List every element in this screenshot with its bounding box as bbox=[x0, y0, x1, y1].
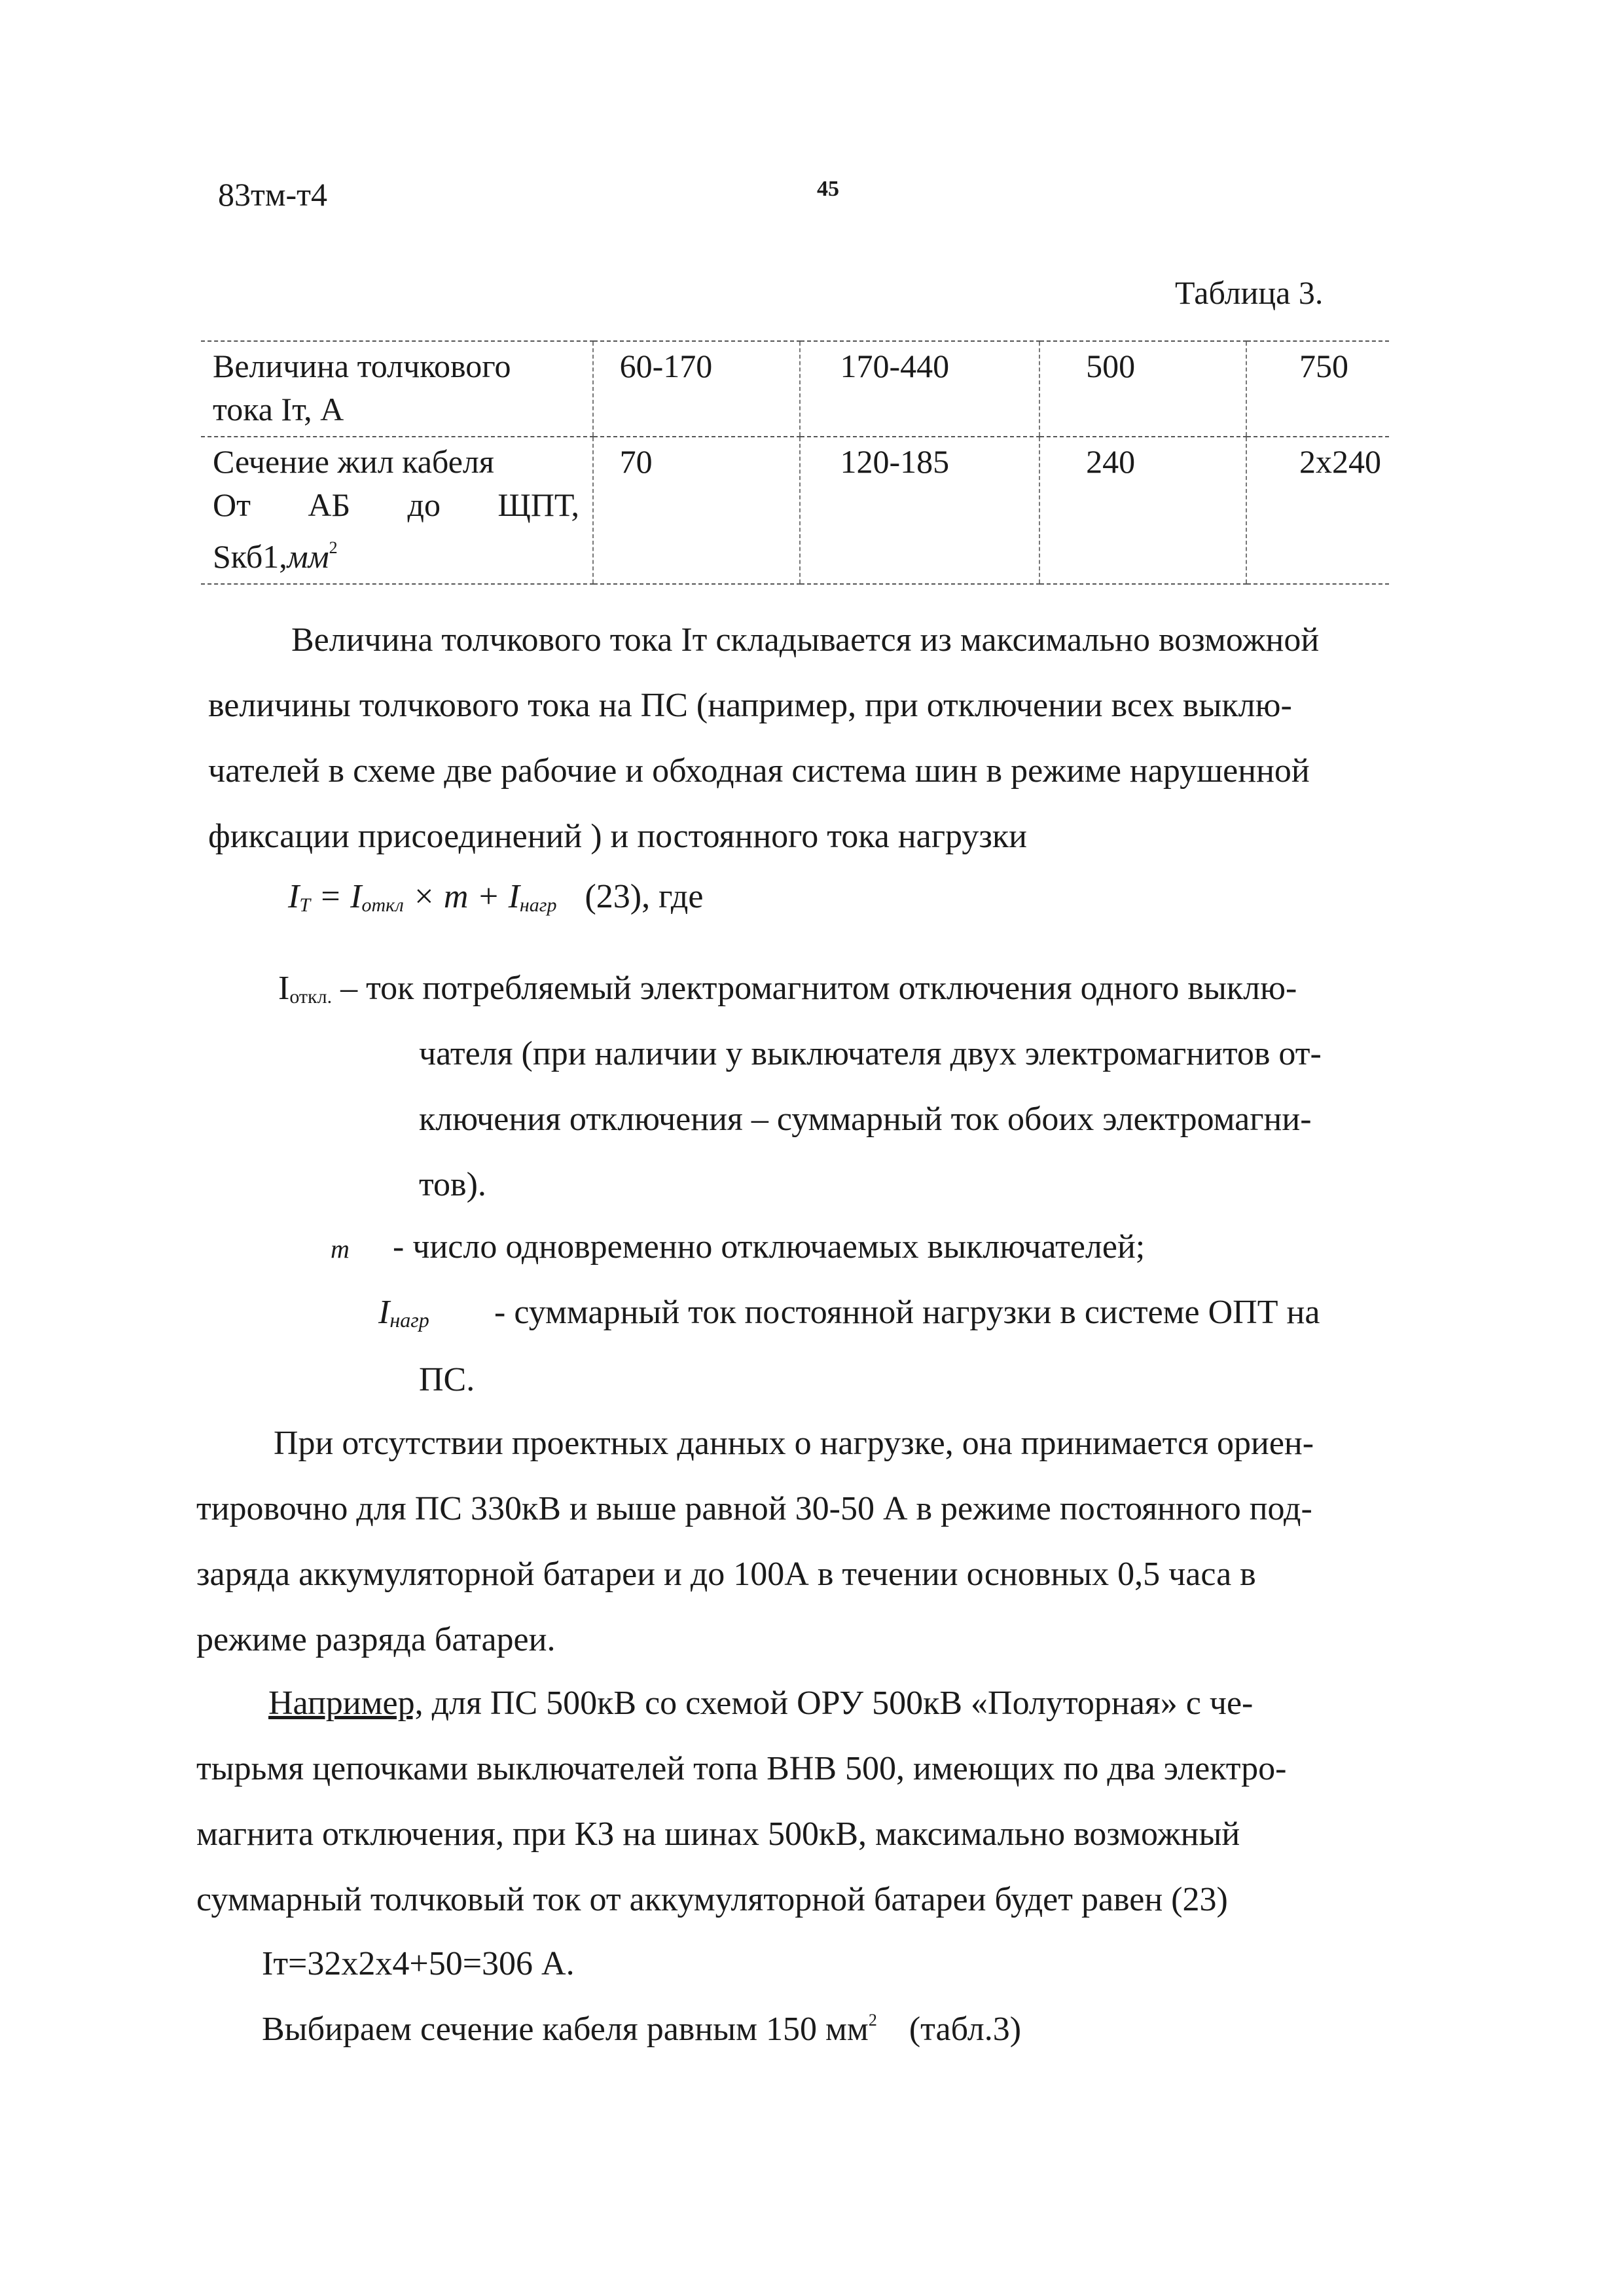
paragraph-line: тировочно для ПС 330кВ и выше равной 30-50 А в режиме постоянного под- bbox=[196, 1490, 1312, 1527]
label-unit-sup: 2 bbox=[329, 538, 338, 557]
choice-text: Выбираем сечение кабеля равным 150 мм bbox=[262, 2011, 869, 2048]
paragraph-line: чателей в схеме две рабочие и обходная система шин в режиме нарушенной bbox=[208, 752, 1310, 790]
example-text: для ПС 500кВ со схемой ОРУ 500кВ «Полуторная» с че- bbox=[423, 1685, 1254, 1722]
table-cell: 60-170 bbox=[593, 341, 801, 437]
paragraph-line: При отсутствии проектных данных о нагрузке, она принимается ориен- bbox=[274, 1425, 1314, 1462]
formula-23 bbox=[288, 877, 703, 917]
paragraph-line: режиме разряда батареи. bbox=[196, 1621, 556, 1658]
definition-line: ключения отключения – суммарный ток обоих электромагни- bbox=[419, 1101, 1312, 1138]
label-word: ЩПТ, bbox=[497, 486, 579, 523]
table-caption: Таблица 3. bbox=[1175, 274, 1324, 311]
row-label-line: Сечение жил кабеля bbox=[213, 443, 494, 480]
label-symbol: Sкб1, bbox=[213, 538, 287, 575]
choice-line bbox=[262, 2010, 1021, 2049]
definition-symbol-i-nagr bbox=[378, 1293, 429, 1332]
row-label-line: Величина толчкового bbox=[213, 348, 511, 384]
definition-line: тов). bbox=[419, 1166, 486, 1203]
row-label-line-justified bbox=[213, 483, 579, 526]
definition-line: - суммарный ток постоянной нагрузки в системе ОПТ на bbox=[494, 1294, 1320, 1331]
formula-reference: (23), где bbox=[585, 878, 704, 915]
definition-line bbox=[278, 969, 1297, 1008]
table-cell: 2x240 bbox=[1246, 437, 1389, 584]
paragraph-line bbox=[268, 1684, 1253, 1722]
table-row bbox=[201, 341, 1389, 437]
formula-subscript: откл bbox=[361, 894, 404, 916]
definition-line: - число одновременно отключаемых выключателей; bbox=[393, 1228, 1146, 1266]
choice-unit-sup: 2 bbox=[868, 2011, 877, 2030]
formula-subscript: нагр bbox=[519, 894, 557, 916]
table-3 bbox=[201, 340, 1389, 585]
paragraph-line: суммарный толчковый ток от аккумуляторной батареи будет равен (23) bbox=[196, 1881, 1228, 1918]
formula-operator: = bbox=[310, 878, 351, 915]
calculation-line: Iт=32x2x4+50=306 А. bbox=[262, 1945, 575, 1982]
label-unit: мм bbox=[287, 538, 329, 575]
table-cell: 120-185 bbox=[800, 437, 1039, 584]
definition-symbol-m bbox=[331, 1228, 350, 1266]
definition-subscript: откл. bbox=[289, 986, 333, 1008]
paragraph-line: фиксации присоединений ) и постоянного тока нагрузки bbox=[208, 818, 1027, 855]
paragraph-line: величины толчкового тока на ПС (например, при отключении всех выклю- bbox=[208, 687, 1292, 724]
definition-symbol: I bbox=[378, 1294, 390, 1331]
definition-symbol: I bbox=[278, 970, 290, 1007]
label-word: до bbox=[407, 486, 441, 523]
formula-operator: × m + bbox=[403, 878, 509, 915]
table-cell: 240 bbox=[1039, 437, 1246, 584]
formula-symbol: I bbox=[288, 878, 300, 915]
label-word: От bbox=[213, 486, 251, 523]
definition-subscript: нагр bbox=[389, 1308, 429, 1332]
paragraph-line: заряда аккумуляторной батареи и до 100А в течении основных 0,5 часа в bbox=[196, 1556, 1256, 1593]
paragraph-line: Величина толчкового тока Iт складывается из максимально возможной bbox=[291, 621, 1320, 659]
page-number: 45 bbox=[817, 177, 839, 201]
row-label bbox=[201, 341, 593, 437]
table-row bbox=[201, 437, 1389, 584]
row-label-line bbox=[213, 526, 585, 578]
row-label-line: тока Iт, А bbox=[213, 391, 344, 428]
definition-text: – ток потребляемый электромагнитом отключения одного выклю- bbox=[332, 970, 1297, 1007]
paragraph-line: магнита отключения, при КЗ на шинах 500кВ, максимально возможный bbox=[196, 1815, 1240, 1853]
formula-subscript: T bbox=[299, 894, 311, 916]
example-lead: Например, bbox=[268, 1685, 424, 1722]
table-cell: 70 bbox=[593, 437, 801, 584]
table-cell: 750 bbox=[1246, 341, 1389, 437]
row-label bbox=[201, 437, 593, 584]
document-code: 83тм-т4 bbox=[218, 176, 327, 213]
paragraph-line: тырьмя цепочками выключателей топа ВНВ 500, имеющих по два электро- bbox=[196, 1750, 1287, 1787]
table-cell: 500 bbox=[1039, 341, 1246, 437]
definition-line: ПС. bbox=[419, 1361, 475, 1398]
label-word: АБ bbox=[308, 486, 351, 523]
definition-symbol: m bbox=[331, 1234, 350, 1264]
table-cell: 170-440 bbox=[800, 341, 1039, 437]
choice-reference: (табл.3) bbox=[909, 2011, 1022, 2048]
definition-line: чателя (при наличии у выключателя двух электромагнитов от- bbox=[419, 1035, 1322, 1072]
formula-symbol: I bbox=[508, 878, 520, 915]
formula-symbol: I bbox=[350, 878, 362, 915]
